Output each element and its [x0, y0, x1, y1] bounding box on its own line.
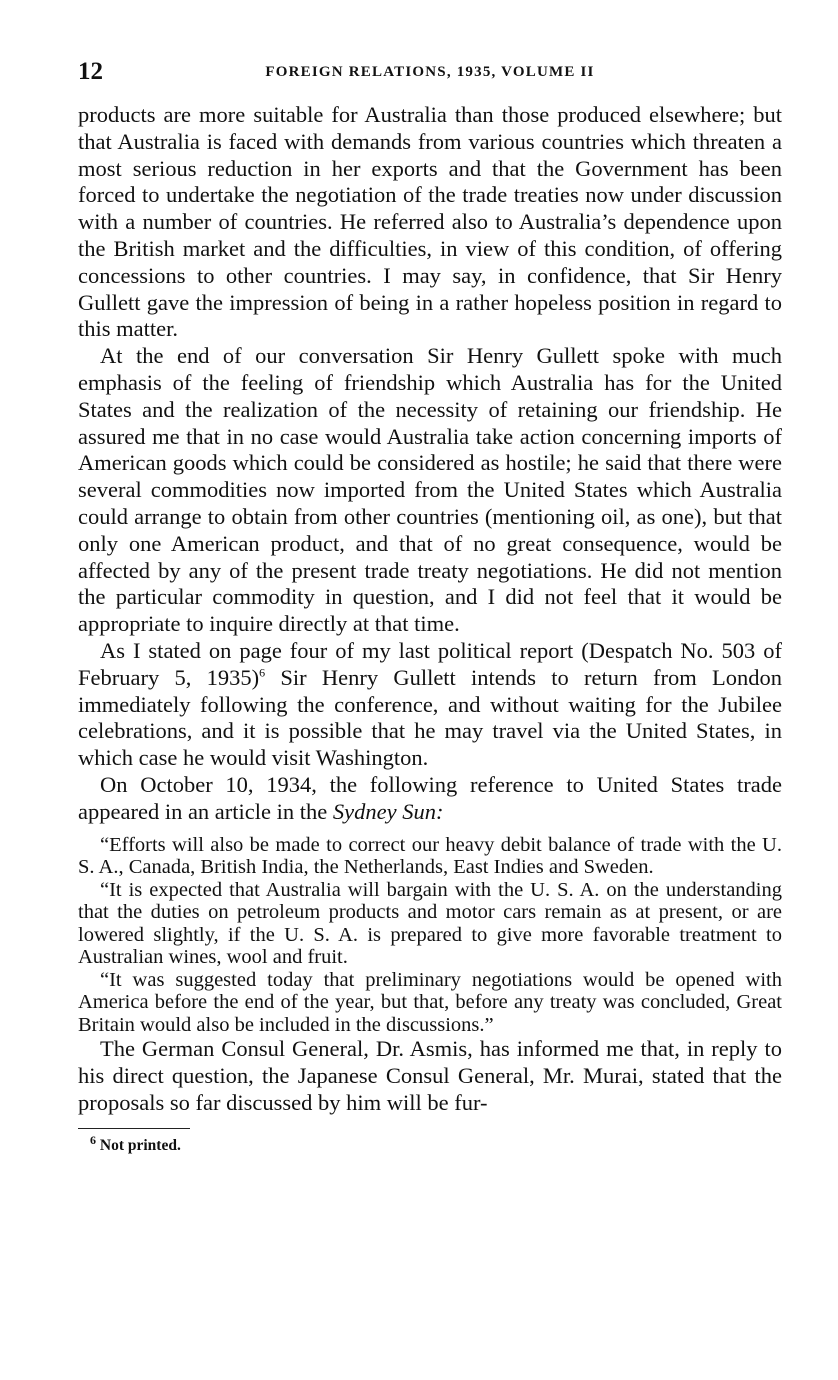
paragraph-sydney-sun-text: On October 10, 1934, the following reference to United States trade appeared in an article in the	[78, 771, 782, 824]
footnote-reference: 6	[259, 665, 266, 680]
paragraph-despatch-text-b: Sir Henry Gullett intends to return from London immediately following the conference, and without waiting for the Jubilee celebrations, and it is possible that he may travel via the United States, in which case he would visit Washington.	[78, 664, 782, 771]
paragraph-sydney-sun	[78, 772, 782, 826]
paragraph-continuation: products are more suitable for Australia than those produced elsewhere; but that Australia is faced with demands from various countries which threaten a most serious reduction in her exports and that the Government has been forced to undertake the negotiation of the trade treaties now under discussion with a number of countries. He referred also to Australia’s dependence upon the British market and the difficulties, in view of this condition, of offering concessions to other countries. I may say, in confidence, that Sir Henry Gullett gave the impression of being in a rather hopeless position in regard to this matter.	[78, 102, 782, 342]
block-quote	[78, 834, 782, 1037]
document-page	[78, 58, 782, 1155]
paragraph-despatch-text-a: As I stated on page four of my last political report (Despatch No. 503 of February 5, 1935)	[78, 637, 782, 690]
body-text	[78, 102, 782, 1116]
paragraph-friendship: At the end of our conversation Sir Henry Gullett spoke with much emphasis of the feeling of friendship which Australia has for the United States and the realization of the necessity of retaining our friendship. He assured me that in no case would Australia take action concerning imports of American goods which could be considered as hostile; he said that there were several commodities now imported from the United States which Australia could arrange to obtain from other countries (mentioning oil, as one), but that only one American product, and that of no great consequence, would be affected by any of the present trade treaty negotiations. He did not mention the particular commodity in question, and I did not feel that it would be appropriate to inquire directly at that time.	[78, 343, 782, 637]
running-title: FOREIGN RELATIONS, 1935, VOLUME II	[265, 64, 595, 80]
footnote-rule	[78, 1128, 190, 1129]
quote-paragraph-2: “It is expected that Australia will bargain with the U. S. A. on the understanding that the duties on petroleum products and motor cars remain as at present, or are lowered slightly, if the U. S. A. is prepared to give more favorable treatment to Australian wines, wool and fruit.	[78, 878, 782, 969]
footnote-marker: 6	[90, 1133, 96, 1148]
quote-paragraph-3: “It was suggested today that preliminary negotiations would be opened with America before the end of the year, but that, before any treaty was concluded, Great Britain would also be included in the discussions.”	[78, 968, 782, 1036]
running-head	[78, 58, 782, 92]
paragraph-despatch	[78, 638, 782, 772]
page-number: 12	[78, 58, 103, 85]
footnote-text: Not printed.	[99, 1137, 181, 1155]
paragraph-german-consul: The German Consul General, Dr. Asmis, has informed me that, in reply to his direct question, the Japanese Consul General, Mr. Murai, stated that the proposals so far discussed by him will be fur-	[78, 1036, 782, 1115]
quote-paragraph-1: “Efforts will also be made to correct our heavy debit balance of trade with the U. S. A., Canada, British India, the Netherlands, East Indies and Sweden.	[78, 833, 782, 879]
footnote	[90, 1133, 782, 1155]
newspaper-title: Sydney Sun:	[332, 798, 444, 824]
